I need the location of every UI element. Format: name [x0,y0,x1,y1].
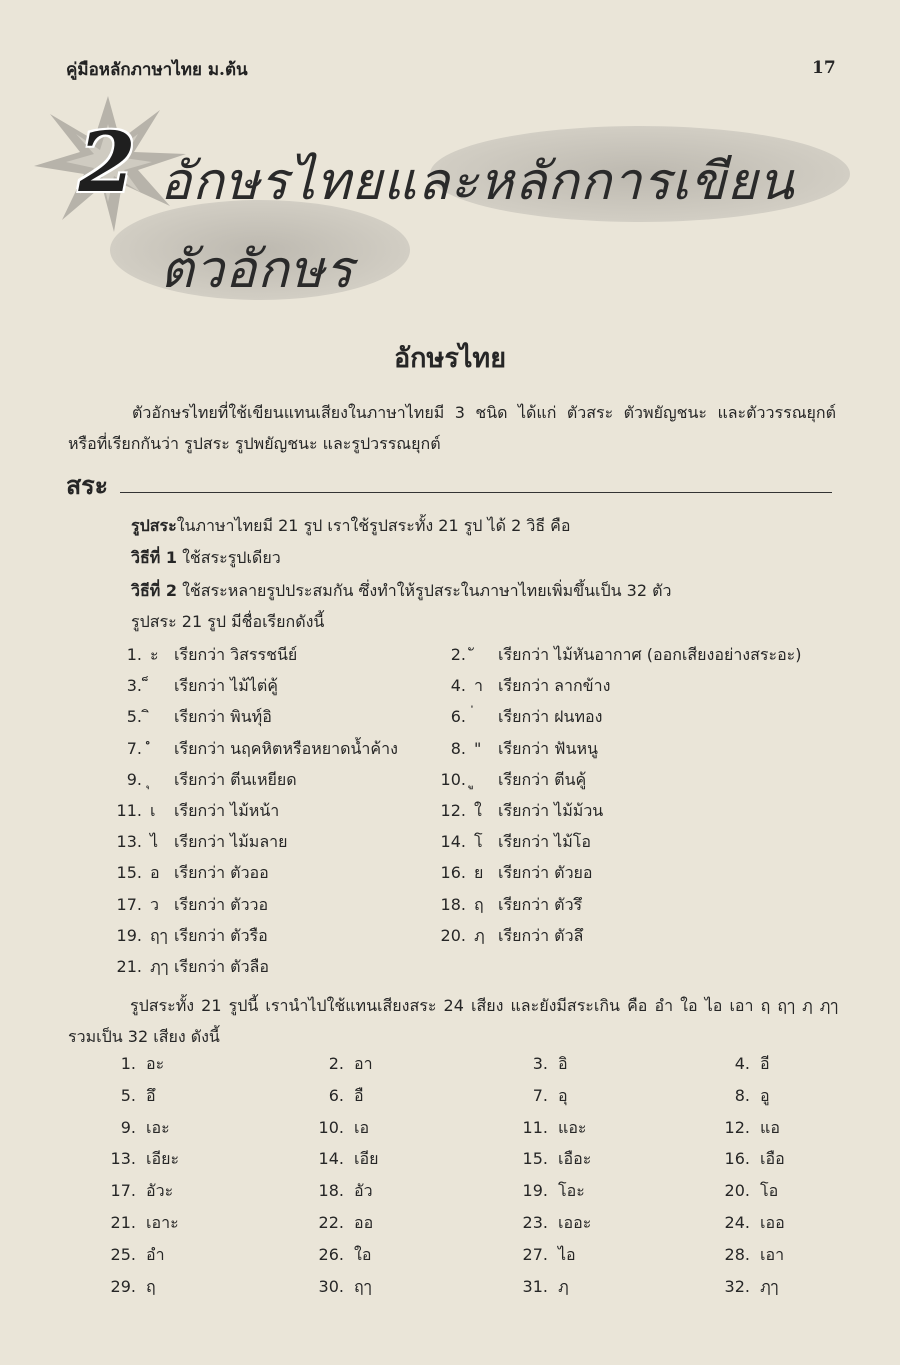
method-2-line [131,579,672,604]
vowel-form-number: 20. [440,925,466,945]
vowel-form-item [436,893,582,918]
vowel-sound-text: เอือ [760,1149,785,1169]
vowel-form-number: 18. [440,894,466,914]
vowel-form-number: 5. [126,707,142,727]
vowel-form-number: 9. [126,769,142,789]
vowel-form-number: 14. [440,832,466,852]
vowel-sound-number: 21. [110,1213,136,1232]
vowel-form-glyph: ะ [150,645,159,664]
vowel-sound-item [510,1116,587,1141]
vowel-form-number: 21. [116,957,142,976]
vowel-form-number: 4. [450,676,466,696]
vowel-sound-number: 10. [318,1117,344,1137]
vowel-form-name: เรียกว่า ตีนคู้ [498,769,587,789]
vowel-sound-item [712,1147,785,1172]
vowel-sound-text: เอา [760,1244,785,1264]
chapter-title-line2: ตัวอักษร [160,240,354,300]
vowel-form-number: 10. [440,769,466,789]
vowel-sound-number: 24. [724,1213,750,1232]
vowel-sound-text: อิ [558,1054,568,1073]
vowel-sound-number: 11. [522,1117,548,1137]
chapter-title [160,138,795,314]
vowel-form-name: เรียกว่า ตัวลือ [174,957,269,976]
vowel-sound-item [306,1211,373,1236]
vowel-form-glyph: ฤ [474,894,484,914]
vowel-sound-item [306,1243,371,1268]
vowel-form-name: เรียกว่า ไม้หน้า [174,801,280,820]
vowel-sound-text: อา [354,1054,373,1073]
vowel-sound-text: ออ [354,1213,374,1232]
vowel-sound-number: 15. [522,1149,548,1169]
vowel-form-number: 16. [440,863,466,883]
vowel-sound-text: ไอ [558,1244,576,1264]
vowel-sound-text: ฤ [146,1276,156,1296]
vowel-form-name: เรียกว่า ตัวยอ [498,863,593,883]
vowel-sound-text: อุ [558,1085,568,1105]
vowel-form-item [436,924,583,949]
intro-paragraph: ตัวอักษรไทยที่ใช้เขียนแทนเสียงในภาษาไทยมี 3 ชนิด ได้แก่ ตัวสระ ตัวพยัญชนะ และตัววรรณยุกต์ หรือที่เรียกกันว่า รูปสระ รูปพยัญชนะ และรูปวรรณยุกต์ [68,403,836,453]
vowel-form-item [436,674,610,699]
vowel-form-glyph [150,674,174,699]
vowel-count-line [131,514,570,539]
vowel-form-glyph [474,643,498,668]
page-number: 17 [812,58,836,78]
vowel-form-name: เรียกว่า ตีนเหยียด [174,769,297,789]
vowel-sound-item [98,1243,165,1268]
vowel-form-number: 17. [116,894,142,914]
section-heading: อักษรไทย [393,343,507,374]
vowel-form-item [112,705,272,730]
vowel-form-item [436,643,802,668]
vowel-sound-item [306,1275,372,1300]
heading-rule [120,492,832,493]
vowel-sound-number: 3. [532,1054,548,1073]
vowel-sound-text: เออ [760,1213,785,1232]
vowel-form-name: เรียกว่า ตัวออ [174,863,269,883]
vowel-forms-label: รูปสระ [131,516,177,535]
vowel-sound-item [306,1179,373,1204]
vowel-sound-text: ใอ [354,1244,372,1264]
vowel-sound-number: 22. [318,1213,344,1232]
vowel-sound-number: 29. [110,1276,136,1296]
vowel-sound-text: ฦๅ [760,1276,779,1296]
vowel-form-glyph: ไ [150,832,159,852]
vowel-sound-text: อัว [354,1181,373,1201]
vowel-sound-item [712,1116,780,1141]
vowel-sound-text: ฤๅ [354,1276,372,1296]
vowel-form-number: 7. [126,738,142,758]
vowel-sound-item [712,1211,785,1236]
vowel-sound-text: โอ [760,1181,779,1201]
vowel-form-name: เรียกว่า ฝนทอง [498,707,603,727]
vowel-form-name: เรียกว่า ตัวรึ [498,894,583,914]
vowel-form-item [436,768,586,793]
vowel-form-item [436,830,591,855]
vowel-sounds-paragraph: รูปสระทั้ง 21 รูปนี้ เรานำไปใช้แทนเสียงสระ 24 เสียง และยังมีสระเกิน คือ อำ ใอ ไอ เอา ฤ ฤๅ ฦ ฦๅ รวมเป็น 32 เสียง ดังนี้ [68,996,839,1046]
vowel-count-text: ในภาษาไทยมี 21 รูป เราใช้รูปสระทั้ง 21 รูป ได้ 2 วิธี คือ [176,516,571,535]
vowel-form-glyph: อ [150,863,160,883]
running-title: คู่มือหลักภาษาไทย ม.ต้น [66,60,248,80]
vowel-sound-text: เอาะ [146,1213,179,1232]
vowel-form-number: 15. [116,863,142,883]
vowel-form-glyph: โ [474,832,483,852]
vowel-form-name: เรียกว่า วิสรรชนีย์ [174,645,298,664]
chapter-number: 2 [78,115,136,211]
vowel-sound-text: เอือะ [558,1149,592,1169]
method-2-text: ใช้สระหลายรูปประสมกัน ซึ่งทำให้รูปสระในภาษาไทยเพิ่มขึ้นเป็น 32 ตัว [177,581,672,600]
vowel-sound-number: 4. [734,1054,750,1073]
vowel-sound-number: 31. [522,1276,548,1296]
vowel-form-glyph [150,737,174,762]
vowel-form-item [112,799,279,824]
vowel-sound-item [510,1084,568,1109]
vowel-sound-item [98,1084,156,1109]
vowel-sound-item [306,1084,364,1109]
vowel-sound-item [712,1084,770,1109]
vowel-form-number: 13. [116,832,142,852]
vowel-form-number: 6. [450,707,466,727]
vowel-form-name: เรียกว่า ตัวรือ [174,925,268,945]
vowel-form-item [112,830,287,855]
vowel-form-glyph [474,705,498,730]
vowel-sound-item [712,1243,784,1268]
vowel-form-item [112,924,268,949]
vowel-form-glyph: ฦ [474,925,485,945]
chapter-title-line1: อักษรไทยและหลักการเขียน [160,152,795,212]
vowel-form-glyph: ใ [474,801,482,820]
vowel-form-name: เรียกว่า ไม้ไต่คู้ [174,676,278,696]
vowel-sound-item [510,1275,569,1300]
vowel-form-glyph: " [474,738,482,758]
vowel-form-glyph: เ [150,801,156,820]
vowel-form-glyph: ว [150,894,159,914]
vowel-sound-text: อะ [146,1054,165,1073]
vowel-sound-text: อื [354,1085,364,1105]
vowel-form-item [436,737,598,762]
vowel-sound-text: อู [760,1085,770,1105]
vowel-form-name: เรียกว่า ไม้โอ [498,832,591,852]
vowel-sound-number: 8. [734,1085,750,1105]
vowel-sound-item [510,1052,568,1077]
vowel-sound-item [98,1179,173,1204]
vowel-sound-number: 30. [318,1276,344,1296]
vowel-sound-item [510,1179,585,1204]
vowel-form-item [112,737,398,762]
vowel-form-name: เรียกว่า ไม้มลาย [174,832,288,852]
vowel-sound-number: 9. [120,1117,136,1137]
vowel-sound-number: 1. [120,1054,136,1073]
vowel-form-number: 2. [450,645,466,664]
vowel-sound-number: 32. [724,1276,750,1296]
vowel-sound-item [510,1147,591,1172]
vowel-form-name: เรียกว่า ไม้หันอากาศ (ออกเสียงอย่างสระอะ) [498,645,802,664]
vowel-form-item [112,674,278,699]
vowel-form-number: 8. [450,738,466,758]
vowel-sound-text: อี [760,1054,770,1073]
vowel-sound-number: 12. [724,1117,750,1137]
vowel-form-item [112,643,297,668]
vowel-form-number: 1. [126,645,142,664]
vowel-form-glyph [474,768,498,793]
method-1-line [131,546,281,571]
vowel-sound-text: เอ [354,1117,370,1137]
vowel-sound-number: 27. [522,1244,548,1264]
vowel-sound-number: 2. [328,1054,344,1073]
vowel-form-glyph [150,768,174,793]
vowel-sound-item [98,1211,179,1236]
vowel-sound-text: อึ [146,1085,156,1105]
vowel-sound-text: ฦ [558,1276,569,1296]
vowel-sound-number: 5. [120,1085,136,1105]
vowel-form-glyph [150,705,174,730]
vowel-form-name: เรียกว่า นฤคหิตหรือหยาดน้ำค้าง [174,738,398,758]
vowel-sound-number: 17. [110,1181,136,1201]
vowel-form-name: เรียกว่า ไม้ม้วน [498,801,604,820]
vowel-sound-number: 28. [724,1244,750,1264]
vowel-form-name: เรียกว่า ลากข้าง [498,676,611,696]
vowel-sound-item [712,1275,778,1300]
method-1-text: ใช้สระรูปเดียว [177,548,281,567]
vowel-sound-number: 25. [110,1244,136,1264]
vowel-sound-text: เอะ [146,1117,170,1137]
vowel-form-item [436,799,603,824]
forms-intro: รูปสระ 21 รูป มีชื่อเรียกดังนี้ [131,612,325,631]
vowel-form-glyph: า [474,676,483,696]
vowel-sound-item [98,1052,164,1077]
subsection-heading-vowels: สระ [66,471,109,500]
vowel-sound-item [712,1052,770,1077]
vowel-sound-number: 18. [318,1181,344,1201]
vowel-sound-text: แอะ [558,1117,587,1137]
vowel-form-number: 12. [440,801,466,820]
method-1-label: วิธีที่ 1 [131,548,177,567]
vowel-form-number: 3. [126,676,142,696]
vowel-sound-number: 19. [522,1181,548,1201]
vowel-sound-item [306,1052,373,1077]
vowel-sound-text: โอะ [558,1181,585,1201]
vowel-sound-number: 13. [110,1149,136,1169]
vowel-form-name: เรียกว่า ตัววอ [174,894,269,914]
vowel-sound-text: แอ [760,1117,780,1137]
vowel-form-name: เรียกว่า ฟันหนู [498,738,598,758]
vowel-sound-number: 6. [328,1085,344,1105]
vowel-sound-item [98,1116,170,1141]
vowel-form-item [112,893,268,918]
vowel-form-glyph: ฤๅ [150,925,168,945]
vowel-form-glyph: ฦๅ [150,957,169,976]
vowel-sound-text: อำ [146,1244,165,1264]
vowel-sound-text: เออะ [558,1213,592,1232]
vowel-form-number: 11. [116,801,142,820]
vowel-sound-number: 14. [318,1149,344,1169]
vowel-sound-number: 26. [318,1244,344,1264]
vowel-form-item [112,861,269,886]
method-2-label: วิธีที่ 2 [131,581,177,600]
vowel-sound-item [510,1243,576,1268]
vowel-form-number: 19. [116,925,142,945]
vowel-sound-item [306,1147,378,1172]
vowel-form-name: เรียกว่า ตัวลึ [498,925,584,945]
vowel-sound-item [306,1116,369,1141]
vowel-sound-item [98,1147,179,1172]
vowel-sound-number: 23. [522,1213,548,1232]
vowel-sound-number: 7. [532,1085,548,1105]
vowel-sound-text: อัวะ [146,1181,174,1201]
vowel-form-item [112,768,297,793]
vowel-form-item [436,705,602,730]
vowel-sound-item [712,1179,778,1204]
vowel-form-item [112,955,269,980]
vowel-form-item [436,861,593,886]
vowel-form-name: เรียกว่า พินทุ์อิ [174,707,272,727]
vowel-sound-item [510,1211,591,1236]
vowel-sound-text: เอีย [354,1149,379,1169]
vowel-sound-text: เอียะ [146,1149,180,1169]
vowel-sound-number: 16. [724,1149,750,1169]
vowel-sound-item [98,1275,156,1300]
vowel-sound-number: 20. [724,1181,750,1201]
vowel-form-glyph: ย [474,863,484,883]
